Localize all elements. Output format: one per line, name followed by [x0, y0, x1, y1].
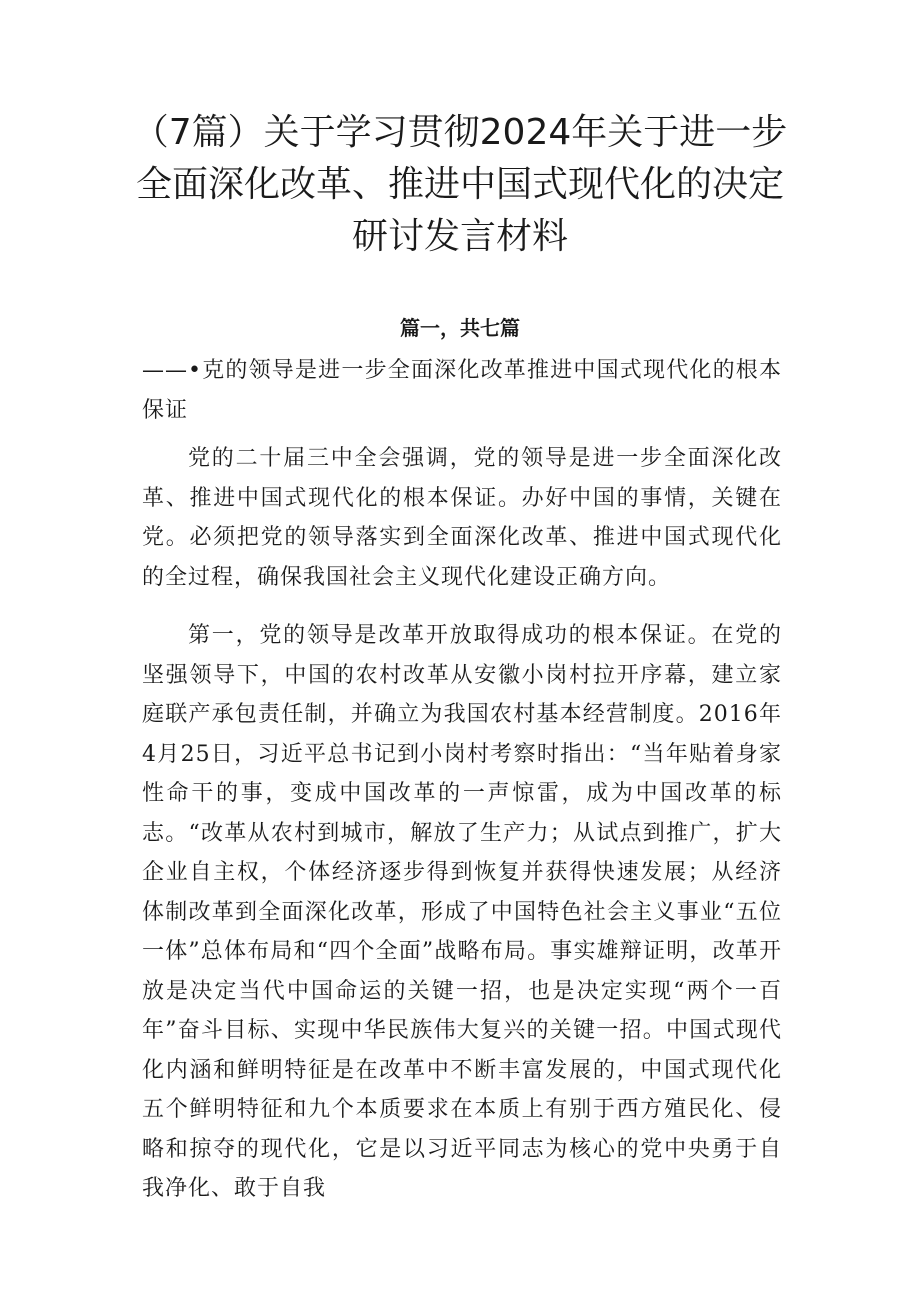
section-heading: 篇一，共七篇 [400, 316, 520, 340]
document-title [80, 107, 840, 263]
title-line-1: （7篇）关于学习贯彻2024年关于进一步 [132, 112, 788, 153]
paragraph-1: 党的二十届三中全会强调，党的领导是进一步全面深化改革、推进中国式现代化的根本保证。办好中国的事情，关键在党。必须把党的领导落实到全面深化改革、推进中国式现代化的全过程，确保我国社会主义现代化建设正确方向。 [142, 446, 782, 590]
paragraph-2: 第一，党的领导是改革开放取得成功的根本保证。在党的坚强领导下，中国的农村改革从安徽小岗村拉开序幕，建立家庭联产承包责任制，并确立为我国农村基本经营制度。2016年4月25日，习近平总书记到小岗村考察时指出：“当年贴着身家性命干的事，变成中国改革的一声惊雷，成为中国改革的标志。“改革从农村到城市，解放了生产力；从试点到推广，扩大企业自主权，个体经济逐步得到恢复并获得快速发展；从经济体制改革到全面深化改革，形成了中国特色社会主义事业“五位一体”总体布局和“四个全面”战略布局。事实雄辩证明，改革开放是决定当代中国命运的关键一招，也是决定实现“两个一百年”奋斗目标、实现中华民族伟大复兴的关键一招。中国式现代化内涵和鲜明特征是在改革中不断丰富发展的，中国式现代化五个鲜明特征和九个本质要求在本质上有别于西方殖民化、侵略和掠夺的现代化，它是以习近平同志为核心的党中央勇于自我净化、敢于自我 [142, 623, 782, 1201]
section-subtitle: ——•克的领导是进一步全面深化改革推进中国式现代化的根本保证 [142, 358, 782, 423]
title-line-3: 研讨发言材料 [351, 216, 568, 257]
title-line-2: 全面深化改革、推进中国式现代化的决定 [135, 164, 784, 205]
